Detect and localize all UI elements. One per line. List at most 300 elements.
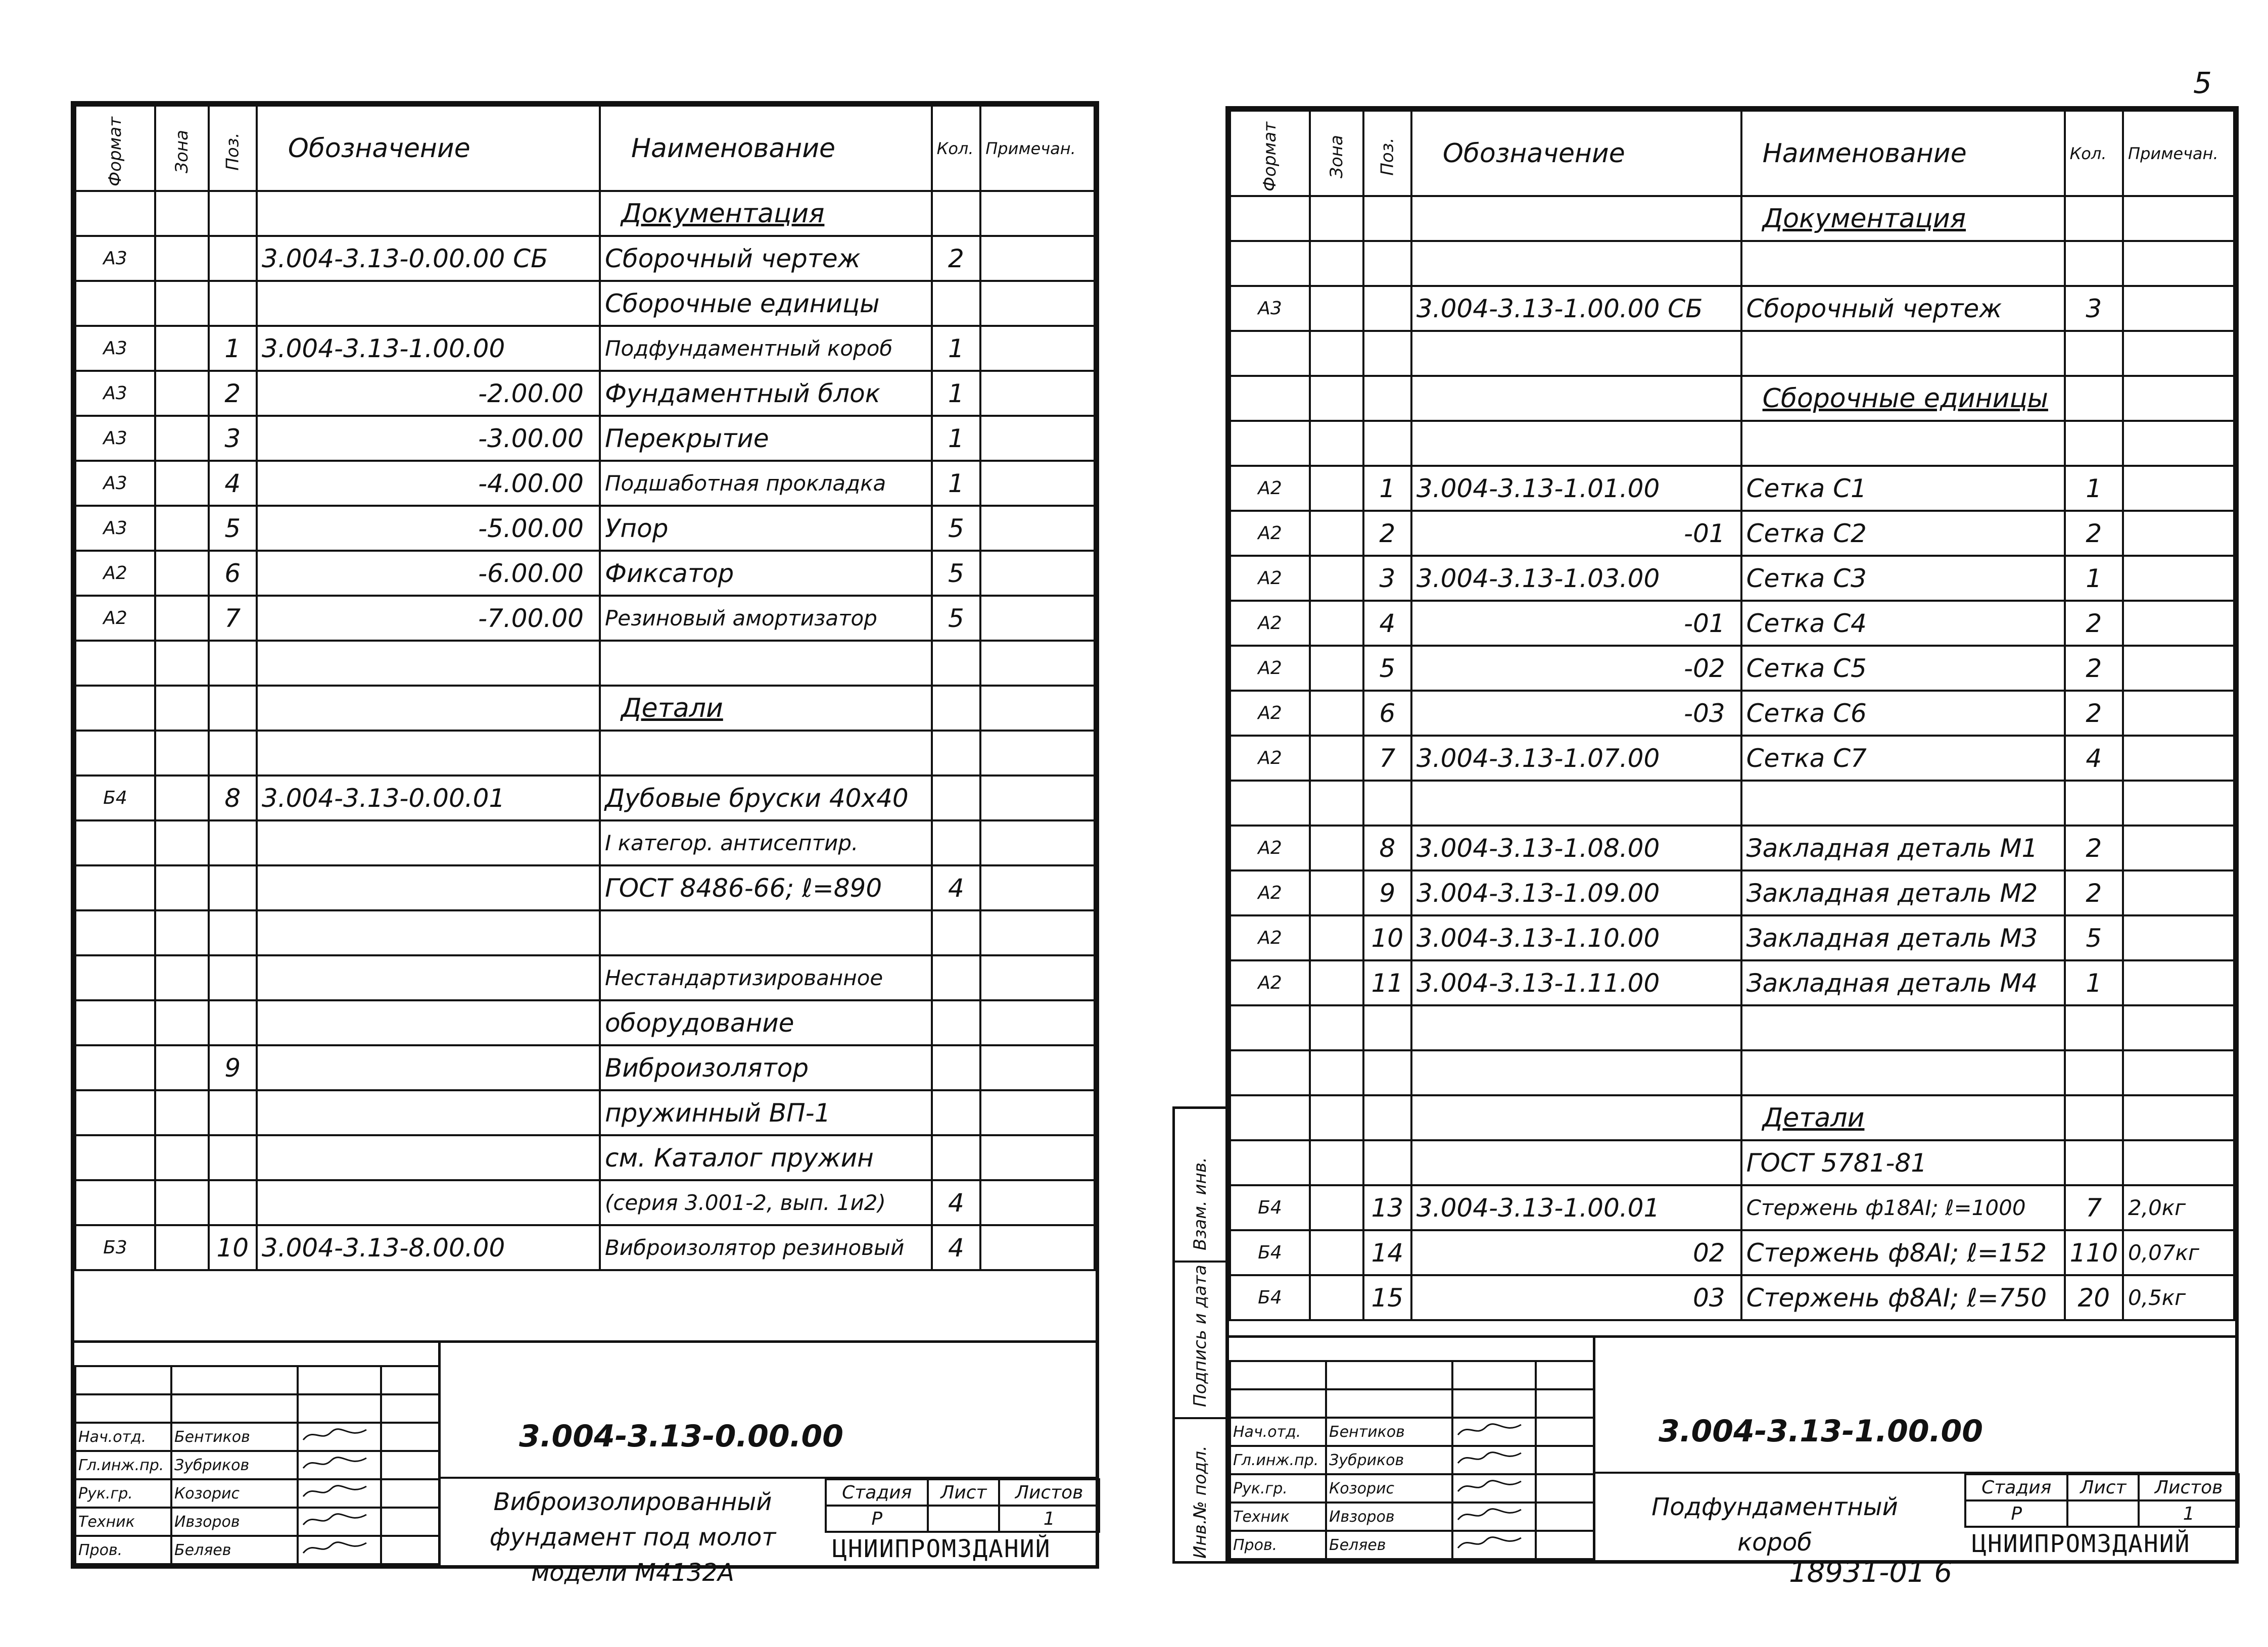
signature-cell	[298, 1451, 381, 1479]
cell-name: см. Каталог пружин	[600, 1135, 932, 1180]
table-row	[75, 865, 1095, 910]
cell-qty	[932, 955, 981, 1000]
cell-zone	[1310, 870, 1363, 915]
cell-note	[980, 1045, 1095, 1090]
archive-number: 18931-01 6	[1789, 1556, 1953, 1589]
cell-designation	[257, 955, 600, 1000]
cell-format	[75, 1090, 155, 1135]
cell-zone	[1310, 646, 1363, 691]
table-row	[1230, 241, 2234, 286]
cell-designation: 3.004-3.13-1.11.00	[1411, 960, 1741, 1005]
cell-pos	[209, 686, 257, 731]
cell-note: 2,0кг	[2123, 1185, 2234, 1230]
cell-zone	[155, 326, 209, 371]
cell-pos: 14	[1363, 1230, 1411, 1275]
cell-zone	[155, 731, 209, 776]
cell-name: (серия 3.001-2, вып. 1и2)	[600, 1180, 932, 1225]
cell-qty: 4	[932, 1225, 981, 1270]
cell-qty: 20	[2065, 1275, 2123, 1320]
table-row	[75, 461, 1095, 506]
cell-designation	[257, 1045, 600, 1090]
cell-pos: 9	[209, 1045, 257, 1090]
table-row	[1230, 736, 2234, 781]
cell-name: Дубовые бруски 40х40	[600, 776, 932, 820]
cell-pos	[209, 236, 257, 281]
cell-qty	[2065, 781, 2123, 826]
cell-zone	[155, 416, 209, 461]
cell-zone	[1310, 1140, 1363, 1185]
cell-note	[2123, 421, 2234, 466]
cell-qty	[932, 820, 981, 865]
date-cell	[381, 1508, 439, 1536]
cell-designation: 02	[1411, 1230, 1741, 1275]
cell-qty: 2	[2065, 826, 2123, 870]
left-sheets-value: 1	[999, 1506, 1099, 1532]
header-note: Примечан.	[980, 106, 1095, 191]
cell-name: Сетка С5	[1741, 646, 2065, 691]
signature-cell	[1452, 1474, 1536, 1503]
cell-note	[2123, 960, 2234, 1005]
cell-note	[980, 641, 1095, 686]
date-cell	[381, 1451, 439, 1479]
table-row	[75, 551, 1095, 596]
cell-name: Перекрытие	[600, 416, 932, 461]
left-org-name: ЦНИИПРОМЗДАНИЙ	[832, 1535, 1051, 1563]
signer-name: Бентиков	[1326, 1418, 1452, 1446]
cell-qty: 2	[2065, 646, 2123, 691]
cell-designation	[1411, 376, 1741, 421]
cell-zone	[155, 686, 209, 731]
cell-format	[75, 1135, 155, 1180]
table-row	[75, 416, 1095, 461]
cell-qty	[2065, 376, 2123, 421]
cell-name: Резиновый амортизатор	[600, 596, 932, 641]
revision-row	[1230, 1361, 1594, 1389]
signer-role: Рук.гр.	[1230, 1474, 1326, 1503]
right-stage-value: Р	[1965, 1500, 2067, 1527]
date-cell	[1536, 1418, 1594, 1446]
cell-name	[600, 641, 932, 686]
cell-designation: -3.00.00	[257, 416, 600, 461]
cell-name	[1741, 421, 2065, 466]
cell-designation	[1411, 1095, 1741, 1140]
table-row	[75, 1225, 1095, 1270]
cell-zone	[1310, 781, 1363, 826]
signature-scribble-icon	[1455, 1476, 1526, 1496]
cell-format	[75, 865, 155, 910]
table-row	[75, 1135, 1095, 1180]
signer-role: Нач.отд.	[1230, 1418, 1326, 1446]
cell-qty: 1	[932, 416, 981, 461]
cell-pos: 4	[209, 461, 257, 506]
cell-format	[1230, 376, 1310, 421]
cell-qty: 2	[2065, 601, 2123, 646]
cell-qty: 5	[932, 506, 981, 551]
cell-qty	[932, 1000, 981, 1045]
cell-qty: 1	[2065, 960, 2123, 1005]
cell-qty: 2	[2065, 511, 2123, 556]
cell-zone	[155, 1225, 209, 1270]
signature-cell	[298, 1479, 381, 1508]
cell-format	[1230, 1005, 1310, 1050]
cell-pos	[209, 191, 257, 236]
signer-name: Беляев	[1326, 1531, 1452, 1559]
left-stamp-code: 3.004-3.13-0.00.00	[519, 1419, 843, 1454]
table-row	[75, 910, 1095, 955]
cell-designation: -4.00.00	[257, 461, 600, 506]
table-row	[1230, 960, 2234, 1005]
signer-name: Зубриков	[1326, 1446, 1452, 1474]
cell-format: А2	[75, 551, 155, 596]
side-label-signature: Подпись и дата	[1190, 1265, 1210, 1407]
cell-pos	[1363, 286, 1411, 331]
cell-note	[980, 1225, 1095, 1270]
cell-note	[980, 820, 1095, 865]
signature-scribble-icon	[1455, 1505, 1526, 1525]
cell-format: Б4	[1230, 1185, 1310, 1230]
cell-note	[2123, 646, 2234, 691]
cell-name: Сборочные единицы	[600, 281, 932, 326]
cell-note	[2123, 556, 2234, 601]
cell-note	[980, 955, 1095, 1000]
cell-format: А2	[75, 596, 155, 641]
cell-format: Б4	[1230, 1230, 1310, 1275]
cell-name: Закладная деталь М2	[1741, 870, 2065, 915]
left-signature-grid	[74, 1365, 440, 1565]
signature-scribble-icon	[1455, 1448, 1526, 1468]
table-row	[75, 776, 1095, 820]
cell-format	[75, 955, 155, 1000]
signer-row	[1230, 1446, 1594, 1474]
signature-cell	[1452, 1503, 1536, 1531]
revision-row	[75, 1366, 439, 1394]
cell-designation: 3.004-3.13-1.00.01	[1411, 1185, 1741, 1230]
cell-qty	[2065, 421, 2123, 466]
cell-qty: 1	[2065, 556, 2123, 601]
cell-zone	[155, 461, 209, 506]
signature-scribble-icon	[301, 1538, 371, 1558]
table-row	[1230, 421, 2234, 466]
cell-note	[2123, 466, 2234, 511]
table-row	[1230, 331, 2234, 376]
cell-note	[980, 236, 1095, 281]
cell-note	[980, 686, 1095, 731]
signer-name: Козорис	[171, 1479, 298, 1508]
date-cell	[1536, 1474, 1594, 1503]
cell-designation	[257, 865, 600, 910]
cell-pos: 6	[209, 551, 257, 596]
cell-name: Закладная деталь М1	[1741, 826, 2065, 870]
cell-format: А2	[1230, 511, 1310, 556]
cell-qty: 5	[932, 551, 981, 596]
cell-name	[1741, 241, 2065, 286]
table-row	[1230, 870, 2234, 915]
signer-row	[75, 1423, 439, 1451]
right-title-block	[1229, 1335, 2235, 1560]
left-stage-value: Р	[826, 1506, 928, 1532]
right-stage-box: Стадия Лист Листов Р 1	[1964, 1473, 2240, 1528]
cell-format: А2	[1230, 870, 1310, 915]
cell-designation	[1411, 781, 1741, 826]
table-row	[1230, 781, 2234, 826]
date-cell	[1536, 1446, 1594, 1474]
cell-name: Стержень ф8АI; ℓ=750	[1741, 1275, 2065, 1320]
cell-format: А2	[1230, 736, 1310, 781]
cell-zone	[1310, 331, 1363, 376]
cell-zone	[155, 236, 209, 281]
cell-note	[2123, 511, 2234, 556]
cell-zone	[155, 1180, 209, 1225]
cell-pos: 1	[1363, 466, 1411, 511]
cell-qty	[2065, 1050, 2123, 1095]
signer-row	[75, 1508, 439, 1536]
cell-note	[980, 416, 1095, 461]
cell-format	[75, 1045, 155, 1090]
signer-row	[75, 1451, 439, 1479]
cell-qty	[932, 731, 981, 776]
cell-pos	[1363, 1050, 1411, 1095]
cell-qty	[932, 1135, 981, 1180]
cell-format	[1230, 421, 1310, 466]
cell-pos: 7	[1363, 736, 1411, 781]
table-row	[75, 281, 1095, 326]
revision-row	[75, 1394, 439, 1423]
cell-qty	[932, 641, 981, 686]
cell-name: Виброизолятор	[600, 1045, 932, 1090]
cell-zone	[1310, 1050, 1363, 1095]
cell-designation: -2.00.00	[257, 371, 600, 416]
cell-name: Документация	[1741, 196, 2065, 241]
cell-zone	[155, 1090, 209, 1135]
cell-format	[1230, 241, 1310, 286]
cell-designation: 3.004-3.13-1.10.00	[1411, 915, 1741, 960]
table-row	[75, 191, 1095, 236]
cell-zone	[155, 1000, 209, 1045]
cell-qty: 3	[2065, 286, 2123, 331]
signer-row	[1230, 1503, 1594, 1531]
cell-name: Фиксатор	[600, 551, 932, 596]
signer-role: Техник	[1230, 1503, 1326, 1531]
signature-cell	[1452, 1531, 1536, 1559]
table-row	[1230, 915, 2234, 960]
cell-pos: 10	[1363, 915, 1411, 960]
cell-designation	[257, 1180, 600, 1225]
cell-name: Детали	[600, 686, 932, 731]
left-title-block	[74, 1340, 1096, 1587]
cell-qty	[2065, 1095, 2123, 1140]
cell-format: А3	[75, 506, 155, 551]
table-row	[1230, 826, 2234, 870]
signer-row	[1230, 1474, 1594, 1503]
cell-format	[75, 281, 155, 326]
cell-name: Подшаботная прокладка	[600, 461, 932, 506]
cell-pos: 8	[1363, 826, 1411, 870]
right-signature-grid	[1229, 1360, 1595, 1560]
table-row	[75, 1090, 1095, 1135]
cell-name: I категор. антисептир.	[600, 820, 932, 865]
cell-designation	[257, 191, 600, 236]
cell-name: Нестандартизированное	[600, 955, 932, 1000]
table-row	[1230, 511, 2234, 556]
signer-name: Зубриков	[171, 1451, 298, 1479]
cell-pos: 3	[1363, 556, 1411, 601]
cell-designation	[1411, 1050, 1741, 1095]
cell-pos: 15	[1363, 1275, 1411, 1320]
cell-designation	[257, 1090, 600, 1135]
cell-qty	[2065, 331, 2123, 376]
cell-note: 0,07кг	[2123, 1230, 2234, 1275]
cell-name: Сетка С6	[1741, 691, 2065, 736]
cell-format: А2	[1230, 691, 1310, 736]
cell-pos: 10	[209, 1225, 257, 1270]
signature-cell	[298, 1536, 381, 1564]
table-row	[1230, 601, 2234, 646]
table-row	[75, 955, 1095, 1000]
cell-pos: 5	[1363, 646, 1411, 691]
table-row	[1230, 556, 2234, 601]
side-label-inventory: Инв.№ подл.	[1190, 1445, 1210, 1559]
cell-name: Сборочные единицы	[1741, 376, 2065, 421]
table-row	[1230, 1005, 2234, 1050]
cell-format	[1230, 781, 1310, 826]
cell-name: Сетка С2	[1741, 511, 2065, 556]
cell-note	[980, 371, 1095, 416]
cell-qty	[932, 1045, 981, 1090]
cell-name: Сборочный чертеж	[1741, 286, 2065, 331]
cell-note	[980, 191, 1095, 236]
cell-zone	[155, 776, 209, 820]
cell-zone	[1310, 1230, 1363, 1275]
signer-row	[75, 1536, 439, 1564]
cell-qty: 1	[932, 326, 981, 371]
header-format: Формат	[1230, 111, 1310, 196]
table-row	[1230, 286, 2234, 331]
cell-format	[1230, 331, 1310, 376]
cell-designation	[1411, 1005, 1741, 1050]
cell-designation	[257, 820, 600, 865]
cell-designation	[1411, 196, 1741, 241]
cell-pos	[209, 1090, 257, 1135]
cell-zone	[155, 506, 209, 551]
cell-name	[1741, 1005, 2065, 1050]
cell-designation: 3.004-3.13-0.00.01	[257, 776, 600, 820]
cell-format	[1230, 196, 1310, 241]
header-format: Формат	[75, 106, 155, 191]
cell-format	[75, 820, 155, 865]
cell-name: Закладная деталь М3	[1741, 915, 2065, 960]
cell-pos	[209, 865, 257, 910]
cell-note: 0,5кг	[2123, 1275, 2234, 1320]
table-row	[75, 686, 1095, 731]
cell-name: ГОСТ 8486-66; ℓ=890	[600, 865, 932, 910]
cell-designation: -01	[1411, 511, 1741, 556]
signer-row	[1230, 1418, 1594, 1446]
table-row	[75, 1045, 1095, 1090]
table-row	[75, 1000, 1095, 1045]
cell-format: А3	[75, 236, 155, 281]
cell-designation	[257, 281, 600, 326]
cell-pos	[1363, 781, 1411, 826]
cell-note	[2123, 1140, 2234, 1185]
header-pos: Поз.	[209, 106, 257, 191]
cell-qty: 110	[2065, 1230, 2123, 1275]
cell-name	[600, 731, 932, 776]
cell-designation: -6.00.00	[257, 551, 600, 596]
cell-qty: 5	[2065, 915, 2123, 960]
cell-zone	[1310, 601, 1363, 646]
right-sheets-value: 1	[2139, 1500, 2239, 1527]
header-designation: Обозначение	[1411, 111, 1741, 196]
cell-pos	[1363, 331, 1411, 376]
cell-pos: 6	[1363, 691, 1411, 736]
signature-scribble-icon	[301, 1510, 371, 1530]
cell-zone	[155, 820, 209, 865]
cell-name	[1741, 781, 2065, 826]
signature-cell	[1452, 1418, 1536, 1446]
cell-note	[980, 776, 1095, 820]
cell-qty: 7	[2065, 1185, 2123, 1230]
cell-name: пружинный ВП-1	[600, 1090, 932, 1135]
cell-format	[75, 191, 155, 236]
cell-qty: 2	[2065, 870, 2123, 915]
cell-designation: 3.004-3.13-1.00.00	[257, 326, 600, 371]
cell-designation: -02	[1411, 646, 1741, 691]
cell-format	[1230, 1140, 1310, 1185]
signature-cell	[1452, 1446, 1536, 1474]
cell-qty: 4	[932, 1180, 981, 1225]
cell-note	[2123, 870, 2234, 915]
cell-qty	[932, 1090, 981, 1135]
cell-pos: 11	[1363, 960, 1411, 1005]
signer-role: Пров.	[1230, 1531, 1326, 1559]
cell-name: Упор	[600, 506, 932, 551]
cell-format	[75, 731, 155, 776]
cell-designation	[257, 641, 600, 686]
cell-format: Б4	[75, 776, 155, 820]
cell-note	[980, 326, 1095, 371]
signer-role: Техник	[75, 1508, 171, 1536]
signature-cell	[298, 1423, 381, 1451]
cell-name: Сетка С7	[1741, 736, 2065, 781]
cell-pos	[209, 820, 257, 865]
cell-designation: 03	[1411, 1275, 1741, 1320]
cell-designation: 3.004-3.13-1.00.00 СБ	[1411, 286, 1741, 331]
cell-qty	[932, 910, 981, 955]
cell-pos	[209, 910, 257, 955]
table-row	[75, 731, 1095, 776]
date-cell	[1536, 1503, 1594, 1531]
side-label-replacement: Взам. инв.	[1190, 1157, 1210, 1250]
cell-note	[2123, 601, 2234, 646]
cell-designation: -5.00.00	[257, 506, 600, 551]
cell-note	[980, 551, 1095, 596]
table-row	[1230, 196, 2234, 241]
table-row	[75, 596, 1095, 641]
cell-note	[2123, 331, 2234, 376]
cell-zone	[1310, 1185, 1363, 1230]
table-row	[1230, 1050, 2234, 1095]
cell-name	[1741, 331, 2065, 376]
cell-format	[75, 1180, 155, 1225]
cell-zone	[155, 281, 209, 326]
cell-format: А2	[1230, 601, 1310, 646]
right-spec-table	[1229, 110, 2235, 1321]
cell-designation: 3.004-3.13-0.00.00 СБ	[257, 236, 600, 281]
cell-name: Фундаментный блок	[600, 371, 932, 416]
signer-role: Пров.	[75, 1536, 171, 1564]
cell-pos	[209, 1000, 257, 1045]
cell-zone	[1310, 1095, 1363, 1140]
